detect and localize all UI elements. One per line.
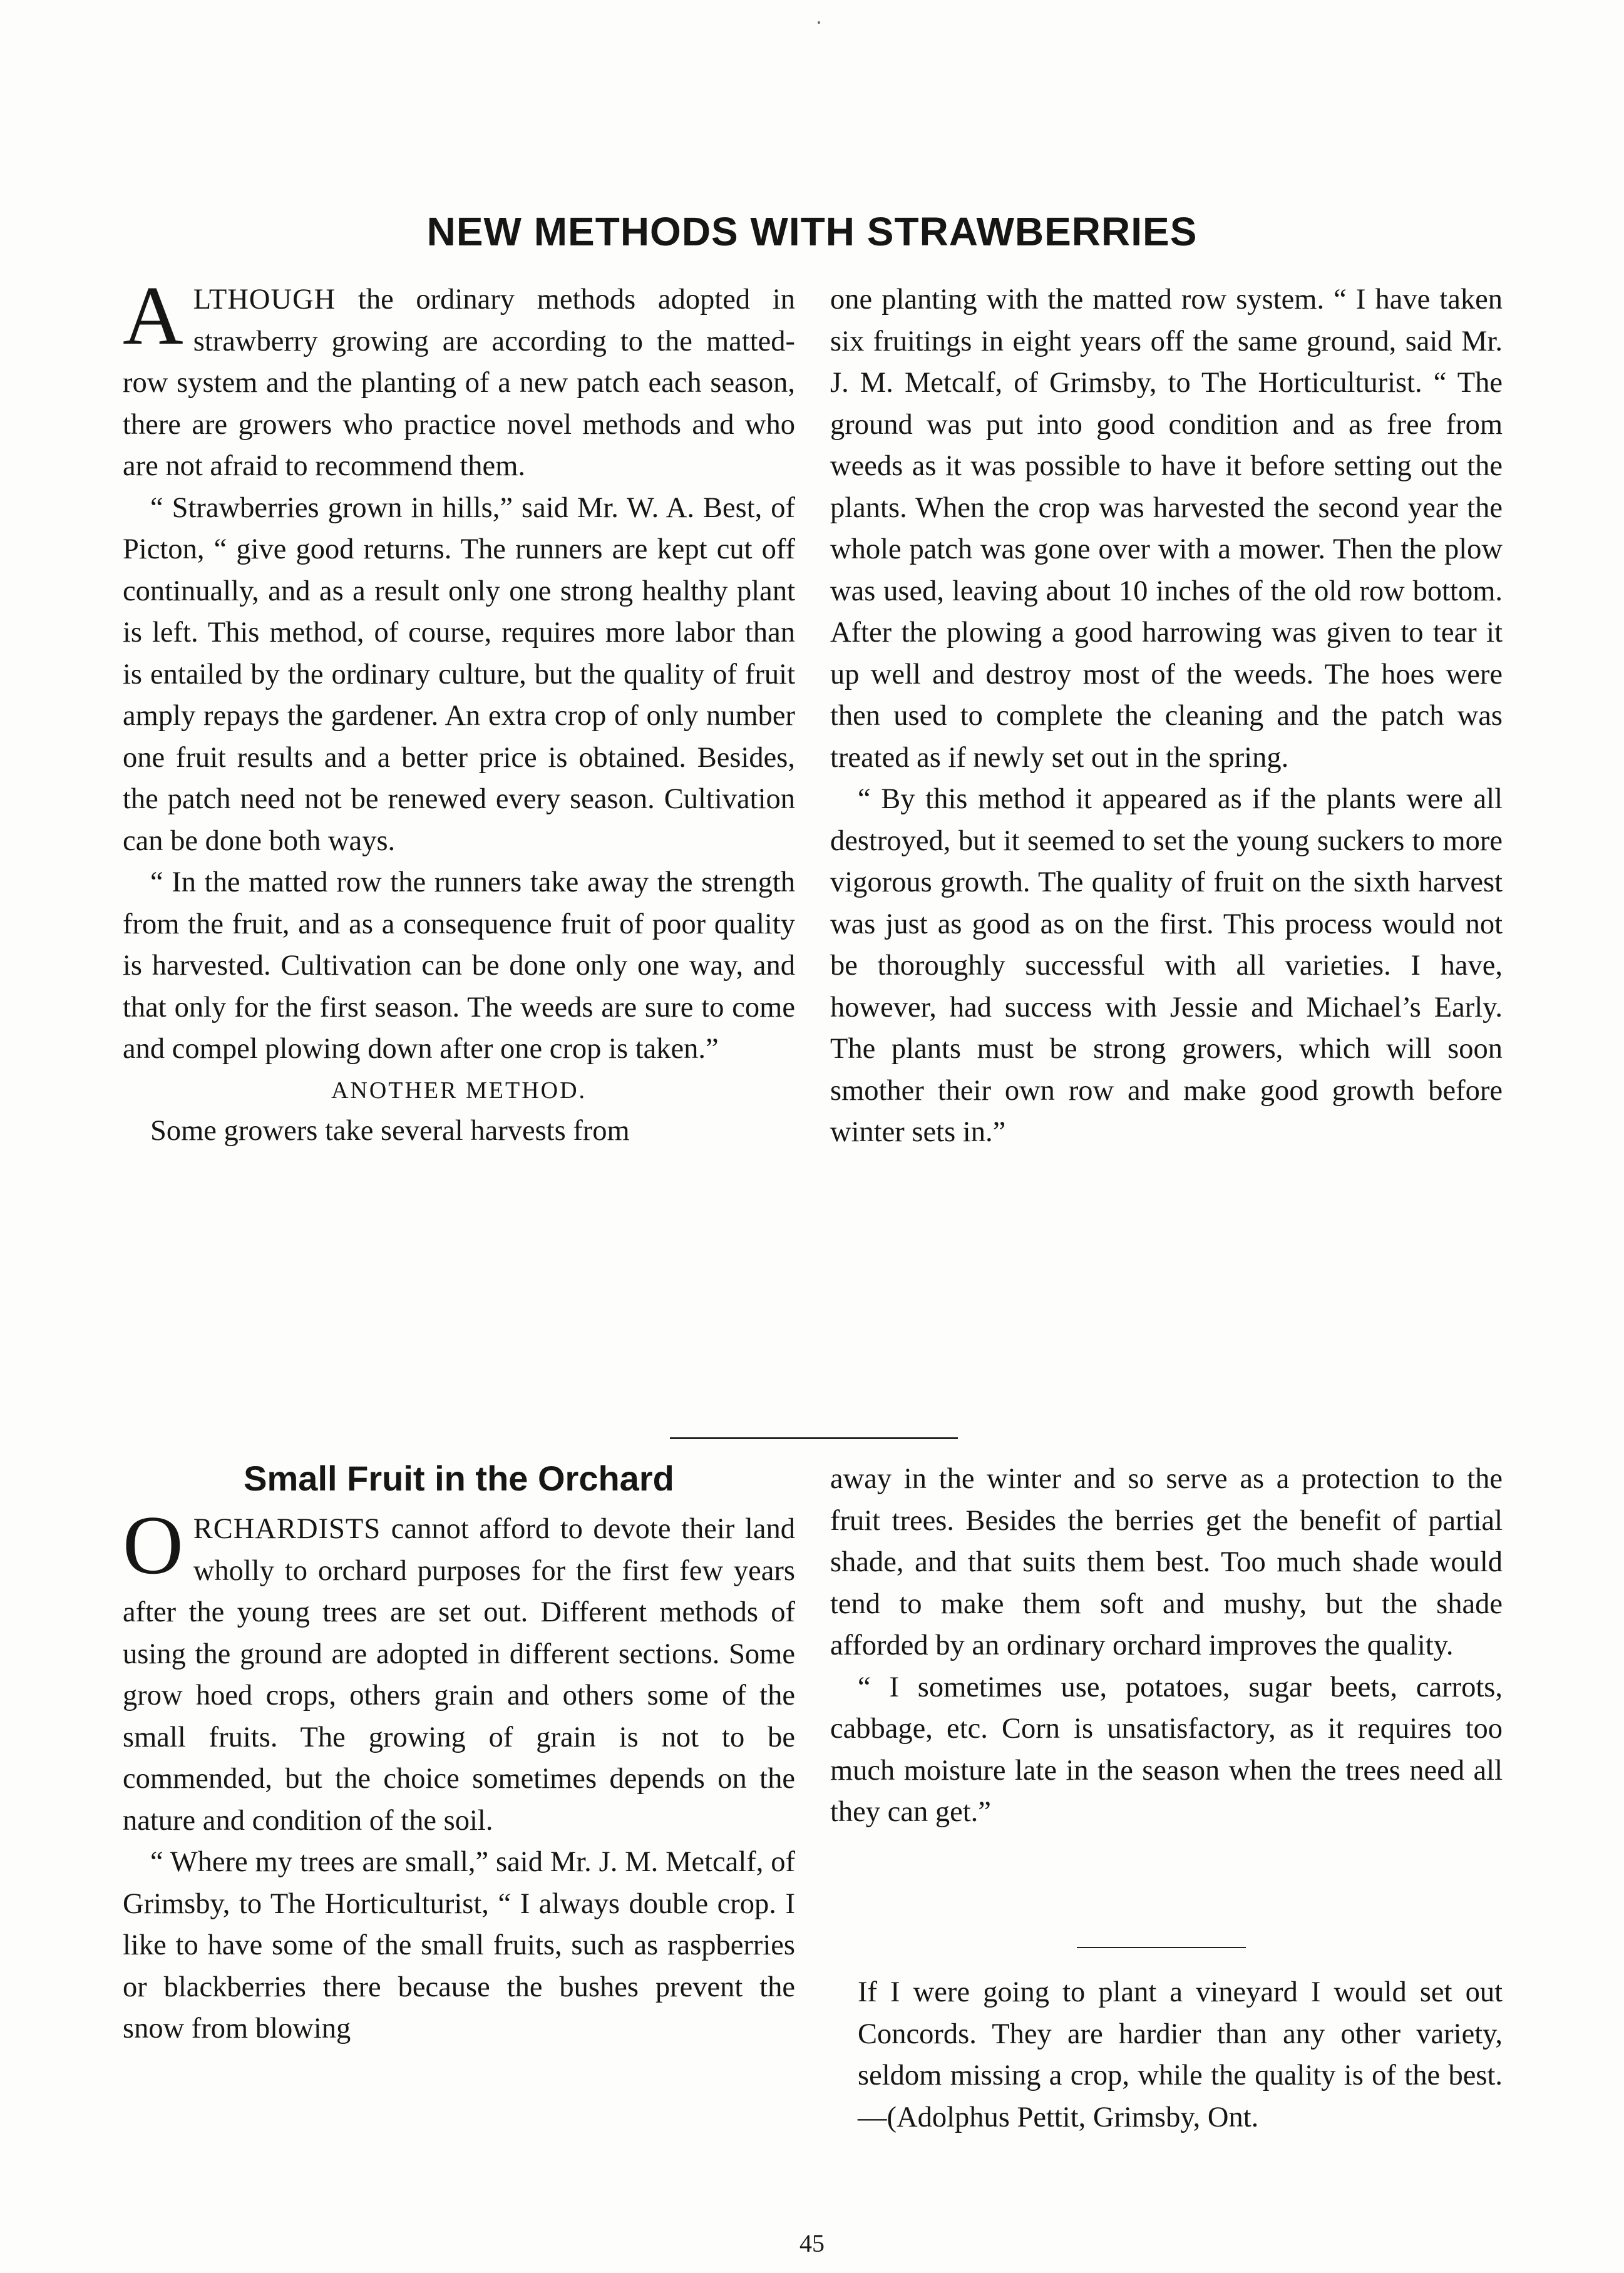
article2-paragraph-1	[123, 1499, 795, 1842]
paragraph-text: the ordinary methods adopted in strawberry growing are according to the matted-row system and the planting of a new patch each season, there are growers who practice novel methods and who are not afraid to recommend them.	[123, 284, 795, 482]
dropcap-o: O	[123, 1499, 183, 1591]
article3-column	[858, 1972, 1503, 2138]
article1-paragraph-1	[123, 269, 795, 488]
article1-paragraph-3: “ In the matted row the runners take away the strength from the fruit, and as a consequence fruit of poor quality is harvested. Cultivation can be done only one way, and that only for the first season. The weeds are sure to come and compel plowing down after one crop is taken.”	[123, 866, 795, 1065]
page-number: 45	[799, 2229, 825, 2257]
article2-right-paragraph-2: “ I sometimes use, potatoes, sugar beets, carrots, cabbage, etc. Corn is unsatisfactory, as it requires too much moisture late in the season when the trees need all they can get.”	[830, 1671, 1503, 1828]
article3-paragraph: If I were going to plant a vineyard I would set out Concords. They are hardier than any other variety, seldom missing a crop, while the quality is of the best.—(Adolphus Pettit, Grimsby, Ont.	[858, 1976, 1503, 2133]
article1-left-column	[123, 269, 795, 1152]
article1-paragraph-4: Some growers take several harvests from	[150, 1114, 630, 1147]
section-title-small-fruit: Small Fruit in the Orchard	[244, 1459, 674, 1498]
article2-left-column	[123, 1454, 795, 2050]
print-speck	[818, 21, 820, 24]
article1-right-column	[830, 279, 1503, 1154]
dropcap-a: A	[123, 269, 183, 362]
article2-right-paragraph-1: away in the winter and so serve as a protection to the fruit trees. Besides the berries get the benefit of partial shade, and that suits them best. Too much shade would tend to make them soft and mushy, but the shade afforded by an ordinary orchard improves the quality.	[830, 1463, 1503, 1661]
article1-right-paragraph-2: “ By this method it appeared as if the plants were all destroyed, but it seemed to set the young suckers to more vigorous growth. The quality of fruit on the sixth harvest was just as good as on the first. This process would not be thoroughly successful with all varieties. I have, however, had success with Jessie and Michael’s Early. The plants must be strong growers, which will soon smother their own row and make good growth before winter sets in.”	[830, 783, 1503, 1148]
paragraph-text: cannot afford to devote their land wholly to orchard purposes for the first few years after the young trees are set out. Different methods of using the ground are adopted in different sections. Some grow hoed crops, others grain and others some of the small fruits. The growing of grain is not to be commended, but the choice sometimes depends on the nature and condition of the soil.	[123, 1513, 795, 1837]
page-title: NEW METHODS WITH STRAWBERRIES	[426, 209, 1198, 254]
short-divider	[1077, 1947, 1246, 1948]
subheading-another-method: ANOTHER METHOD.	[331, 1077, 587, 1104]
lead-word: LTHOUGH	[193, 284, 336, 316]
section-divider	[670, 1437, 958, 1439]
article1-right-paragraph-1: one planting with the matted row system. “ I have taken six fruitings in eight years off the same ground, said Mr. J. M. Metcalf, of Grimsby, to The Horticulturist. “ The ground was put into good condition and as free from weeds as it was possible to have it before setting out the plants. When the crop was harvested the second year the whole patch was gone over with a mower. Then the plow was used, leaving about 10 inches of the old row bottom. After the plowing a good harrowing was given to tear it up well and destroy most of the weeds. The hoes were then used to complete the cleaning and the patch was treated as if newly set out in the spring.	[830, 284, 1503, 774]
article1-paragraph-2: “ Strawberries grown in hills,” said Mr. W. A. Best, of Picton, “ give good returns. The runners are kept cut off continually, and as a result only one strong healthy plant is left. This method, of course, requires more labor than is entailed by the ordinary culture, but the quality of fruit amply repays the gardener. An extra crop of only number one fruit results and a better price is obtained. Besides, the patch need not be renewed every season. Cultivation can be done both ways.	[123, 491, 795, 857]
article2-right-column	[830, 1459, 1503, 1834]
lead-word: RCHARDISTS	[193, 1513, 381, 1545]
article2-paragraph-2: “ Where my trees are small,” said Mr. J. M. Metcalf, of Grimsby, to The Horticulturist, “ I always double crop. I like to have some of the small fruits, such as raspberries or blackberries there because the bushes prevent the snow from blowing	[123, 1846, 795, 2045]
